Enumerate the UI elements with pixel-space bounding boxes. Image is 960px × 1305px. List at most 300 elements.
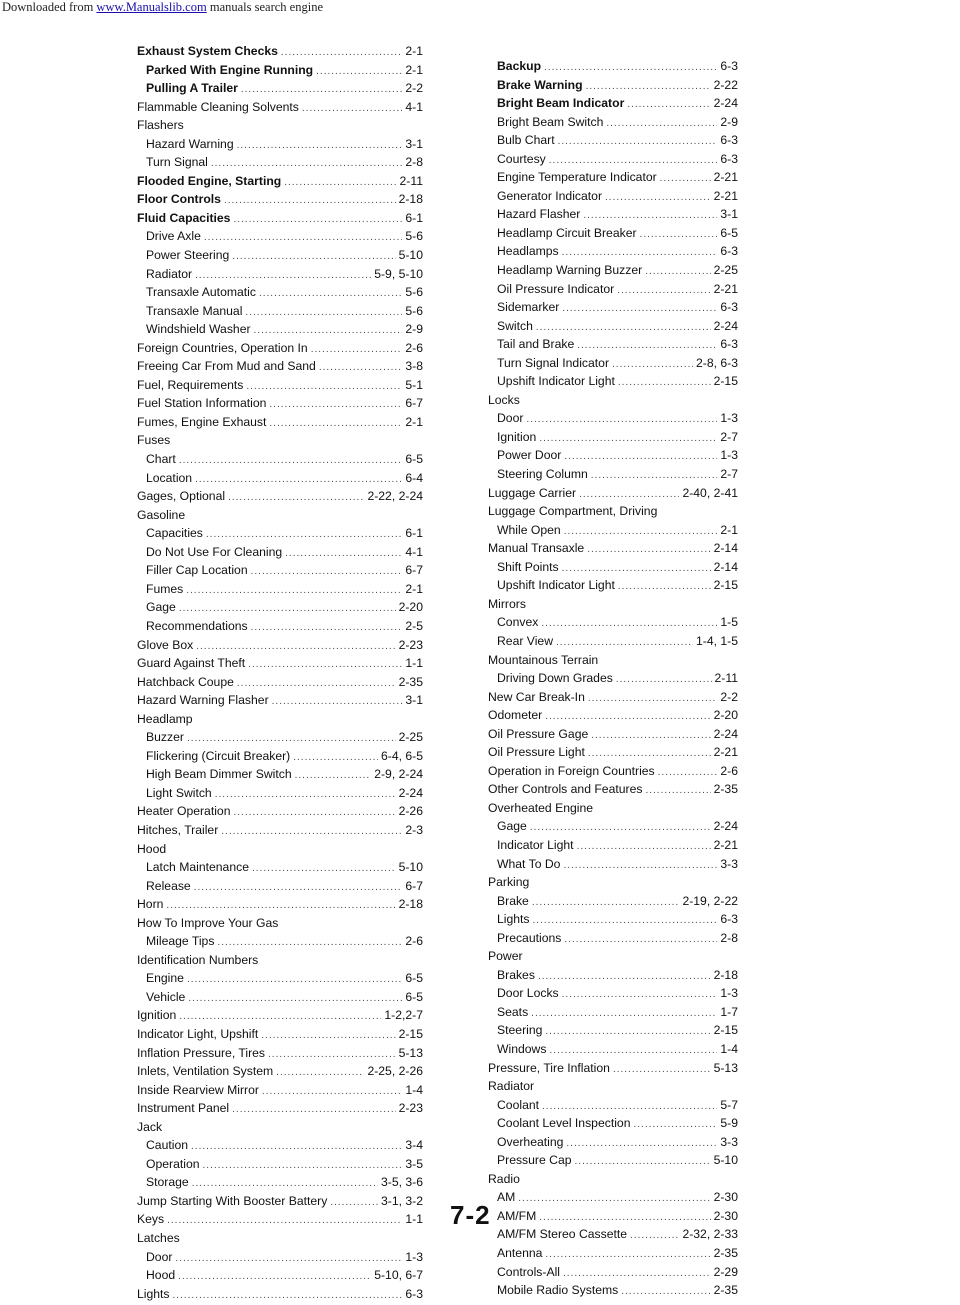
index-entry [137, 598, 423, 617]
entry-page-ref: 3-3 [720, 856, 738, 871]
index-entry [488, 1133, 738, 1152]
dot-leader [539, 430, 717, 449]
entry-label: Pressure, Tire Inflation [488, 1060, 610, 1075]
entry-label: Hatchback Coupe [137, 674, 234, 689]
entry-page-ref: 3-1, 3-2 [380, 1193, 423, 1208]
index-entry [488, 1225, 738, 1244]
entry-page-ref: 2-21 [713, 188, 738, 203]
entry-page-ref: 2-8 [405, 155, 423, 170]
index-entry [137, 710, 423, 729]
entry-page-ref: 2-40, 2-41 [682, 485, 738, 500]
entry-label: Release [146, 878, 191, 893]
entry-label: Rear View [497, 633, 553, 648]
entry-page-ref: 2-23 [398, 637, 423, 652]
dot-leader [518, 1190, 710, 1209]
entry-page-ref: 2-11 [714, 671, 738, 686]
entry-page-ref: 3-3 [720, 1134, 738, 1149]
entry-page-ref: 6-5 [405, 452, 423, 467]
index-entry [137, 877, 423, 896]
dot-leader [645, 782, 710, 801]
entry-label: Drive Axle [146, 229, 201, 244]
entry-page-ref: 3-1 [405, 136, 423, 151]
index-entry [137, 914, 423, 933]
entry-page-ref: 4-1 [405, 99, 423, 114]
entry-label: Gasoline [137, 507, 186, 522]
index-entry [488, 205, 738, 224]
entry-label: Fuel, Requirements [137, 377, 244, 392]
dot-leader [660, 170, 711, 189]
entry-label: AM/FM Stereo Cassette [497, 1227, 628, 1242]
index-entry [137, 673, 423, 692]
entry-label: Mobile Radio Systems [497, 1283, 619, 1298]
index-entry [488, 261, 738, 280]
index-entry [137, 951, 423, 970]
index-entry [488, 409, 738, 428]
entry-label: AM/FM [497, 1208, 537, 1223]
entry-label: Pressure Cap [497, 1153, 572, 1168]
entry-page-ref: 2-18 [398, 192, 423, 207]
entry-page-ref: 2-6 [720, 763, 738, 778]
entry-page-ref: 6-7 [405, 878, 423, 893]
index-entry [488, 651, 738, 670]
dot-leader [262, 1083, 402, 1102]
entry-label: Hood [146, 1268, 176, 1283]
entry-label: Fluid Capacities [137, 210, 231, 225]
index-entry [488, 446, 738, 465]
dot-leader [613, 1061, 711, 1080]
dot-leader [526, 411, 717, 430]
dot-leader [188, 990, 402, 1009]
index-entry [488, 539, 738, 558]
entry-label: Odometer [488, 708, 543, 723]
entry-label: Gage [146, 600, 176, 615]
dot-leader [284, 174, 396, 193]
dot-leader [245, 304, 402, 323]
entry-label: Hood [137, 841, 167, 856]
index-entry [137, 728, 423, 747]
entry-label: Coolant Level Inspection [497, 1116, 631, 1131]
entry-page-ref: 2-11 [399, 173, 423, 188]
entry-page-ref: 1-3 [720, 448, 738, 463]
entry-page-ref: 2-30 [713, 1208, 738, 1223]
entry-label: Lights [497, 912, 530, 927]
entry-label: Engine Temperature Indicator [497, 170, 657, 185]
index-column-right [488, 57, 738, 1300]
entry-label: Oil Pressure Indicator [497, 281, 615, 296]
index-entry [488, 1188, 738, 1207]
entry-page-ref: 2-14 [713, 559, 738, 574]
entry-page-ref: 2-6 [405, 340, 423, 355]
index-entry [137, 840, 423, 859]
index-entry [137, 1155, 423, 1174]
entry-label: Power Steering [146, 248, 230, 263]
entry-page-ref: 1-3 [405, 1249, 423, 1264]
entry-label: Vehicle [146, 989, 186, 1004]
entry-label: Radiator [488, 1079, 535, 1094]
index-entry [488, 131, 738, 150]
dot-leader [269, 415, 402, 434]
entry-label: Fumes [146, 581, 184, 596]
index-entry [137, 302, 423, 321]
entry-label: Radio [488, 1171, 520, 1186]
dot-leader [645, 263, 710, 282]
index-entry [137, 1062, 423, 1081]
download-banner [2, 0, 323, 15]
dot-leader [316, 63, 402, 82]
entry-label: Headlamp [137, 711, 193, 726]
index-entry [137, 394, 423, 413]
index-entry [488, 391, 738, 410]
entry-label: Upshift Indicator Light [497, 374, 615, 389]
index-entry [137, 320, 423, 339]
index-entry [488, 836, 738, 855]
index-entry [137, 1118, 423, 1137]
index-entry [137, 747, 423, 766]
entry-page-ref: 3-1 [720, 207, 738, 222]
entry-page-ref: 1-1 [405, 1212, 423, 1227]
entry-page-ref: 2-25 [713, 263, 738, 278]
index-entry [137, 932, 423, 951]
index-entry [488, 484, 738, 503]
entry-page-ref: 1-4 [405, 1082, 423, 1097]
index-entry [488, 706, 738, 725]
entry-label: Sidemarker [497, 300, 560, 315]
index-entry [137, 283, 423, 302]
entry-page-ref: 5-10 [398, 248, 423, 263]
index-entry [488, 187, 738, 206]
entry-page-ref: 2-22, 2-24 [367, 489, 423, 504]
entry-label: Luggage Carrier [488, 485, 577, 500]
entry-page-ref: 3-5, 3-6 [380, 1175, 423, 1190]
entry-page-ref: 6-5 [405, 971, 423, 986]
entry-page-ref: 2-18 [713, 967, 738, 982]
dot-leader [204, 229, 403, 248]
index-entry [488, 632, 738, 651]
entry-label: Mirrors [488, 596, 526, 611]
entry-label: Indicator Light, Upshift [137, 1026, 259, 1041]
index-entry [137, 1099, 423, 1118]
entry-page-ref: 1-4 [720, 1041, 738, 1056]
entry-label: Gage [497, 819, 527, 834]
entry-label: Oil Pressure Light [488, 745, 585, 760]
dot-leader [251, 619, 403, 638]
entry-page-ref: 2-30 [713, 1190, 738, 1205]
dot-leader [606, 115, 717, 134]
index-entry [137, 246, 423, 265]
entry-label: Freeing Car From Mud and Sand [137, 359, 316, 374]
index-entry [137, 1025, 423, 1044]
dot-leader [175, 1250, 402, 1269]
index-entry [488, 595, 738, 614]
index-entry [488, 502, 738, 521]
index-entry [137, 580, 423, 599]
entry-page-ref: 2-26 [398, 804, 423, 819]
entry-page-ref: 2-21 [713, 281, 738, 296]
index-entry [488, 558, 738, 577]
entry-label: Latches [137, 1231, 180, 1245]
dot-leader [658, 764, 718, 783]
dot-leader [564, 931, 717, 950]
entry-page-ref: 2-21 [713, 170, 738, 185]
entry-page-ref: 2-24 [713, 726, 738, 741]
index-entry [137, 1285, 423, 1304]
entry-page-ref: 2-23 [398, 1101, 423, 1116]
entry-label: While Open [497, 522, 561, 537]
entry-page-ref: 2-21 [713, 837, 738, 852]
entry-label: AM [497, 1190, 516, 1205]
entry-page-ref: 6-3 [720, 59, 738, 73]
dot-leader [302, 100, 402, 119]
entry-label: Indicator Light [497, 837, 574, 852]
index-entry [488, 984, 738, 1003]
entry-label: Tail and Brake [497, 337, 575, 352]
index-entry [488, 1244, 738, 1263]
index-entry [488, 613, 738, 632]
entry-page-ref: 6-3 [720, 337, 738, 352]
index-entry [488, 1151, 738, 1170]
index-entry [488, 947, 738, 966]
index-entry [137, 98, 423, 117]
index-entry [137, 691, 423, 710]
entry-page-ref: 1-3 [720, 986, 738, 1001]
entry-page-ref: 6-3 [720, 300, 738, 315]
index-entry [488, 521, 738, 540]
index-entry [137, 339, 423, 358]
index-entry [488, 57, 738, 76]
dot-leader [259, 285, 402, 304]
entry-page-ref: 2-35 [398, 674, 423, 689]
entry-label: Generator Indicator [497, 188, 603, 203]
index-entry [488, 113, 738, 132]
index-entry [488, 799, 738, 818]
index-entry [488, 892, 738, 911]
index-entry [137, 1044, 423, 1063]
entry-page-ref: 2-2 [405, 81, 423, 96]
index-entry [488, 929, 738, 948]
page-number: 7-2 [450, 1200, 491, 1230]
dot-leader [621, 1283, 710, 1302]
index-entry [137, 561, 423, 580]
dot-leader [562, 986, 718, 1005]
entry-page-ref: 6-7 [405, 396, 423, 411]
dot-leader [577, 838, 711, 857]
entry-page-ref: 2-15 [398, 1026, 423, 1041]
index-entry [488, 335, 738, 354]
entry-page-ref: 2-3 [405, 822, 423, 837]
dot-leader [612, 356, 693, 375]
entry-label: Bright Beam Switch [497, 114, 604, 129]
entry-page-ref: 5-13 [713, 1060, 738, 1075]
entry-label: Jack [137, 1119, 163, 1134]
index-entry [137, 172, 423, 191]
entry-label: Engine [146, 971, 184, 986]
dot-leader [203, 1157, 403, 1176]
index-entry [137, 79, 423, 98]
dot-leader [269, 396, 402, 415]
entry-page-ref: 1-3 [720, 411, 738, 426]
entry-label: Ignition [137, 1008, 177, 1023]
entry-label: Latch Maintenance [146, 860, 249, 875]
entry-page-ref: 3-8 [405, 359, 423, 374]
dot-leader [232, 248, 395, 267]
entry-page-ref: 1-7 [720, 1004, 738, 1019]
entry-label: Antenna [497, 1246, 543, 1260]
index-entry [137, 969, 423, 988]
entry-label: Other Controls and Features [488, 782, 643, 797]
entry-label: Convex [497, 615, 539, 630]
index-entry [488, 725, 738, 744]
entry-page-ref: 2-25, 2-26 [367, 1064, 423, 1079]
entry-label: Power [488, 949, 523, 964]
entry-page-ref: 6-4, 6-5 [380, 748, 423, 763]
index-entry [137, 1173, 423, 1192]
entry-page-ref: 2-9, 2-24 [374, 767, 423, 782]
entry-label: Parked With Engine Running [146, 62, 314, 77]
entry-label: Floor Controls [137, 192, 221, 207]
index-entry [488, 1059, 738, 1078]
dot-leader [545, 1246, 710, 1265]
dot-leader [261, 1027, 395, 1046]
index-entry [137, 1248, 423, 1267]
entry-label: What To Do [497, 856, 561, 871]
dot-leader [566, 1135, 717, 1154]
entry-page-ref: 6-7 [405, 563, 423, 578]
entry-page-ref: 2-15 [713, 1023, 738, 1038]
index-entry [137, 1192, 423, 1211]
dot-leader [295, 767, 372, 786]
index-entry [488, 1207, 738, 1226]
banner-suffix: manuals search engine [206, 0, 323, 14]
entry-label: Jump Starting With Booster Battery [137, 1193, 328, 1208]
entry-page-ref: 1-4, 1-5 [695, 633, 738, 648]
index-entry [488, 428, 738, 447]
entry-label: Turn Signal [146, 155, 208, 170]
dot-leader [186, 582, 402, 601]
entry-page-ref: 2-2 [720, 689, 738, 704]
entry-label: Windshield Washer [146, 322, 251, 337]
entry-label: Brakes [497, 967, 535, 982]
entry-label: Transaxle Manual [146, 303, 243, 318]
dot-leader [233, 211, 402, 230]
entry-page-ref: 2-1 [720, 522, 738, 537]
entry-label: Keys [137, 1212, 165, 1227]
dot-leader [173, 1287, 403, 1305]
manualslib-link[interactable]: www.Manualslib.com [96, 0, 207, 14]
dot-leader [221, 823, 402, 842]
dot-leader [252, 860, 396, 879]
entry-label: Location [146, 470, 193, 485]
index-entry [488, 280, 738, 299]
index-entry [488, 1021, 738, 1040]
entry-page-ref: 5-1 [405, 377, 423, 392]
index-entry [137, 636, 423, 655]
index-entry [488, 298, 738, 317]
entry-label: Inside Rearview Mirror [137, 1082, 259, 1097]
entry-page-ref: 5-10 [398, 860, 423, 875]
entry-label: Hazard Warning [146, 136, 234, 151]
index-entry [137, 376, 423, 395]
index-entry [137, 227, 423, 246]
dot-leader [191, 1138, 402, 1157]
entry-page-ref: 2-15 [713, 578, 738, 593]
entry-page-ref: 2-18 [398, 897, 423, 912]
entry-label: Switch [497, 318, 533, 333]
entry-label: Turn Signal Indicator [497, 355, 610, 370]
entry-label: Instrument Panel [137, 1101, 230, 1116]
entry-page-ref: 5-9, 5-10 [374, 266, 423, 281]
entry-label: Door [497, 411, 524, 426]
entry-label: Horn [137, 897, 164, 912]
entry-page-ref: 2-24 [713, 819, 738, 834]
entry-label: Glove Box [137, 637, 194, 652]
dot-leader [215, 786, 396, 805]
dot-leader [246, 378, 402, 397]
dot-leader [545, 1023, 710, 1042]
index-entry [488, 150, 738, 169]
dot-leader [237, 137, 403, 156]
entry-page-ref: 6-5 [405, 989, 423, 1004]
dot-leader [618, 578, 711, 597]
entry-label: Inflation Pressure, Tires [137, 1045, 266, 1060]
entry-label: Recommendations [146, 618, 248, 633]
index-entry [137, 802, 423, 821]
banner-prefix: Downloaded from [2, 0, 97, 14]
entry-page-ref: 3-1 [405, 693, 423, 708]
index-entry [137, 357, 423, 376]
entry-label: Gages, Optional [137, 489, 226, 504]
entry-label: Flammable Cleaning Solvents [137, 99, 299, 114]
index-entry [137, 450, 423, 469]
entry-label: Flashers [137, 118, 184, 133]
entry-page-ref: 2-8 [720, 930, 738, 945]
index-entry [488, 780, 738, 799]
index-entry [488, 669, 738, 688]
index-entry [488, 873, 738, 892]
entry-page-ref: 2-20 [398, 600, 423, 615]
index-entry [488, 465, 738, 484]
dot-leader [541, 615, 717, 634]
entry-page-ref: 2-14 [713, 541, 738, 556]
index-entry [137, 988, 423, 1007]
index-entry [137, 431, 423, 450]
entry-page-ref: 2-35 [713, 1283, 738, 1298]
index-entry [137, 1266, 423, 1285]
entry-label: Capacities [146, 526, 203, 541]
entry-page-ref: 6-3 [720, 244, 738, 259]
entry-label: Headlamp Warning Buzzer [497, 263, 643, 278]
entry-label: Storage [146, 1175, 189, 1190]
index-entry [488, 354, 738, 373]
dot-leader [605, 189, 711, 208]
entry-label: Operation [146, 1156, 200, 1171]
entry-page-ref: 2-35 [713, 1246, 738, 1260]
dot-leader [618, 374, 711, 393]
index-entry [488, 76, 738, 95]
dot-leader [531, 1005, 717, 1024]
entry-label: Heater Operation [137, 804, 231, 819]
index-entry [137, 153, 423, 172]
index-entry [137, 895, 423, 914]
entry-page-ref: 5-6 [405, 303, 423, 318]
entry-label: Foreign Countries, Operation In [137, 340, 308, 355]
entry-label: Coolant [497, 1097, 540, 1112]
entry-page-ref: 5-13 [398, 1045, 423, 1060]
entry-page-ref: 2-9 [405, 322, 423, 337]
entry-page-ref: 6-3 [720, 133, 738, 148]
dot-leader [563, 857, 717, 876]
index-entry [137, 765, 423, 784]
dot-leader [617, 282, 710, 301]
